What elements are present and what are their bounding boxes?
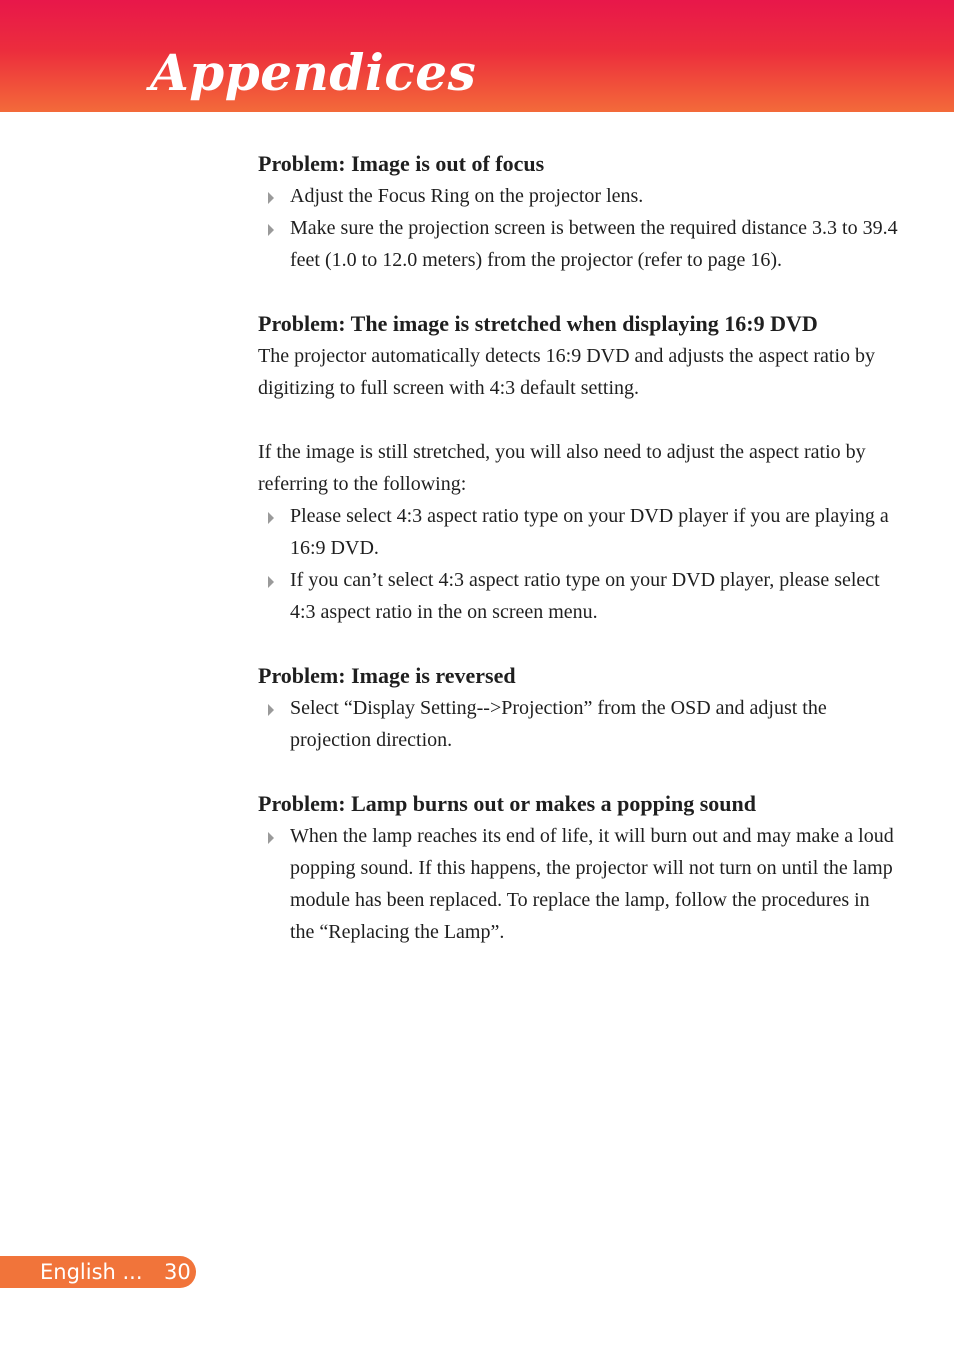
bullet-item xyxy=(258,212,898,276)
bullet-list xyxy=(258,500,898,628)
bullet-list xyxy=(258,692,898,756)
section-lamp-burns-out xyxy=(258,788,898,948)
problem-heading: Problem: Image is out of focus xyxy=(258,151,545,176)
triangle-right-icon xyxy=(268,512,274,524)
bullet-text: Please select 4:3 aspect ratio type on your DVD player if you are playing a 16:9 DVD. xyxy=(290,505,889,559)
main-content xyxy=(258,148,898,980)
bullet-text: Make sure the projection screen is between the required distance 3.3 to 39.4 feet (1.0 to 12.0 meters) from the projector (refer to page 16). xyxy=(290,217,898,271)
problem-heading: Problem: The image is stretched when displaying 16:9 DVD xyxy=(258,311,818,336)
bullet-text: Select “Display Setting-->Projection” from the OSD and adjust the projection direction. xyxy=(290,697,827,751)
bullet-item xyxy=(258,692,898,756)
bullet-text: When the lamp reaches its end of life, it will burn out and may make a loud popping sound. If this happens, the projector will not turn on until the lamp module has been replaced. To replace the lamp, follow the procedures in the “Replacing the Lamp”. xyxy=(290,825,894,943)
page-header-banner xyxy=(0,0,954,112)
triangle-right-icon xyxy=(268,576,274,588)
problem-heading: Problem: Image is reversed xyxy=(258,663,516,688)
page-footer-tab xyxy=(0,1256,196,1288)
bullet-item xyxy=(258,180,898,212)
page-title: Appendices xyxy=(150,43,477,102)
bullet-item xyxy=(258,564,898,628)
bullet-list xyxy=(258,180,898,276)
paragraph: The projector automatically detects 16:9 DVD and adjusts the aspect ratio by digitizing to full screen with 4:3 default setting. xyxy=(258,345,876,399)
bullet-item xyxy=(258,820,898,948)
section-image-reversed xyxy=(258,660,898,756)
triangle-right-icon xyxy=(268,704,274,716)
bullet-list xyxy=(258,820,898,948)
page-number: 30 xyxy=(164,1260,191,1284)
section-out-of-focus xyxy=(258,148,898,276)
problem-heading: Problem: Lamp burns out or makes a popping sound xyxy=(258,791,756,816)
section-stretched-image xyxy=(258,308,898,628)
bullet-text: Adjust the Focus Ring on the projector lens. xyxy=(290,185,644,207)
paragraph: If the image is still stretched, you will also need to adjust the aspect ratio by referring to the following: xyxy=(258,441,866,495)
triangle-right-icon xyxy=(268,192,274,204)
bullet-text: If you can’t select 4:3 aspect ratio type on your DVD player, please select 4:3 aspect ratio in the on screen menu. xyxy=(290,569,880,623)
footer-language: English ... xyxy=(40,1260,143,1284)
bullet-item xyxy=(258,500,898,564)
triangle-right-icon xyxy=(268,224,274,236)
triangle-right-icon xyxy=(268,832,274,844)
